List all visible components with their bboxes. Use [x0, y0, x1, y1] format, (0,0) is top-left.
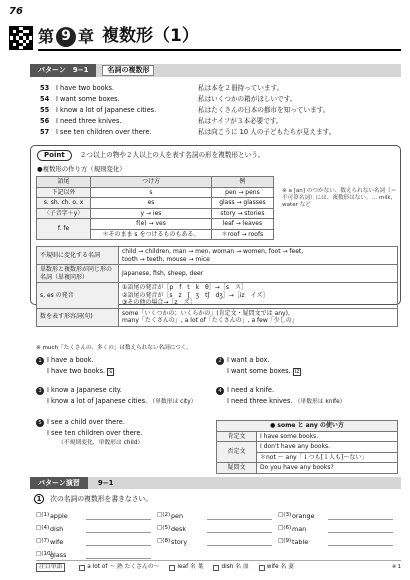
uncountable-side-note: ※ a [an] のつかない、数えられない名詞（＝不可算名詞）には、複数形はない。… milk, water など: [282, 188, 397, 208]
table-row: [37, 219, 274, 230]
rule-body: [119, 247, 398, 265]
vocab-checkbox[interactable]: [79, 565, 85, 571]
example-row: [40, 84, 400, 95]
item-word: orange: [292, 511, 315, 520]
item-word: wife: [50, 537, 64, 546]
answer-blank[interactable]: [86, 512, 151, 520]
answer-blank[interactable]: [86, 551, 151, 559]
exercise-id: 9−1: [97, 478, 114, 487]
vocab-checkbox[interactable]: [169, 565, 175, 571]
table-header: 例: [211, 177, 273, 188]
grammar-example-3: [36, 386, 196, 408]
table-cell: pen → pens: [211, 187, 273, 198]
exercise-tag: パターン演習: [30, 477, 88, 489]
table-cell: 下記以外: [37, 187, 91, 198]
sentence-type: 肯定文: [217, 431, 257, 442]
example-japanese: 私はナイフが３本必要です。: [198, 117, 283, 125]
table-cell: ＊roof → roofs: [211, 229, 273, 240]
item-number: □(10): [36, 551, 53, 557]
example-number: 55: [40, 106, 50, 114]
table-cell: s: [91, 187, 212, 198]
table-cell: f(e) → ves: [91, 219, 212, 230]
exercise-row: [36, 535, 400, 548]
sentence-example: Do you have any books?: [257, 463, 398, 474]
table-row: [37, 187, 274, 198]
example-english: I know a lot of Japanese cities.: [56, 106, 157, 114]
point-line: [37, 150, 394, 161]
some-any-title: ● some と any の使い方: [217, 421, 398, 432]
table-cell: story → stories: [211, 208, 273, 219]
vocab-badge: 注目単語: [36, 563, 65, 572]
chapter-badge: [38, 27, 94, 47]
table-cell: es: [91, 198, 212, 209]
singular-annotation: （単数形は city）: [149, 399, 197, 405]
singular-annotation: （単数形は knife）: [294, 399, 346, 405]
sentence-example: I have some books.: [257, 431, 398, 442]
sentence-type: 否定文: [217, 442, 257, 463]
grammar-number: 4: [216, 387, 224, 395]
exercise-item: [157, 535, 278, 548]
question-heading: [34, 494, 152, 504]
exercise-item: [36, 522, 157, 535]
example-japanese: 私は向こうに 10 人の子どもたちが見えます。: [198, 128, 336, 136]
chapter-number: 9: [56, 27, 76, 47]
chapter-suffix: 章: [78, 27, 95, 46]
rule-line: ①語尾の発音が［p f t k θ］→［s ス］: [122, 284, 247, 291]
vocab-item: wife 名 妻: [266, 564, 294, 570]
table-row: [37, 198, 274, 209]
grammar-plural: I have two books.: [47, 367, 106, 375]
plural-rules-heading: ●複数形の作り方（規則変化）: [37, 164, 126, 173]
item-number: □(2): [157, 512, 171, 518]
item-word: pen: [171, 511, 184, 520]
exercise-item: [278, 509, 399, 522]
example-row: [40, 128, 400, 139]
rule-line: ②語尾の発音が［s z ʃ ʒ tʃ dʒ］→［iz イズ］: [122, 291, 269, 299]
pattern-bar: [30, 64, 401, 77]
answer-blank[interactable]: [207, 538, 272, 546]
grammar-plural: I want some boxes.: [227, 367, 291, 375]
grammar-singular: I want a box.: [227, 356, 270, 364]
grammar-example-2: [216, 356, 301, 378]
exercise-row: [36, 522, 400, 535]
grammar-number: 1: [36, 357, 44, 365]
rule-line: tooth → teeth, mouse → mice: [122, 255, 210, 263]
example-row: [40, 117, 400, 128]
grammar-example-5: [36, 418, 143, 451]
example-row: [40, 106, 400, 117]
rule-body: [119, 283, 398, 309]
table-cell: s. sh. ch. o. x: [37, 198, 91, 209]
question-number: 1: [34, 494, 44, 504]
grammar-number: 2: [216, 357, 224, 365]
answer-blank[interactable]: [207, 512, 272, 520]
table-cell: y → ies: [91, 208, 212, 219]
example-english: I need three knives.: [56, 117, 122, 125]
table-row: [37, 265, 398, 283]
vocab-item: dish 名 皿: [221, 564, 249, 570]
item-word: glass: [50, 550, 67, 559]
table-row: [217, 463, 398, 474]
rule-heading: 数を表す形容詞(句): [37, 308, 119, 326]
exercise-item: [157, 509, 278, 522]
exercise-item: [157, 522, 278, 535]
example-number: 57: [40, 128, 50, 136]
plural-formation-table: [36, 176, 274, 240]
item-number: □(3): [278, 512, 292, 518]
vocabulary-footer: [36, 560, 401, 572]
table-header-row: [37, 177, 274, 188]
exercise-item: [278, 522, 399, 535]
table-row: [37, 208, 274, 219]
some-any-table: [216, 420, 398, 474]
pronunciation-annotation: s: [109, 369, 113, 375]
exercise-item: [36, 535, 157, 548]
vocab-item: a lot of 〜 熟 たくさんの〜: [87, 564, 160, 570]
vocab-item: leaf 名 葉: [177, 564, 204, 570]
rule-line: many「たくさんの」, a lot of「たくさんの」, a few「少しの」: [122, 317, 298, 324]
chapter-title: 複数形（1）: [102, 26, 199, 47]
chapter-header: [38, 25, 401, 51]
much-note: ※ much「たくさんの，多くの」は数えられない名詞につく。: [36, 345, 192, 351]
table-row: [217, 442, 398, 453]
item-number: □(8): [157, 538, 171, 544]
example-japanese: 私はいくつかの箱がほしいです。: [198, 95, 297, 103]
page-number: 76: [9, 6, 23, 17]
example-english: I want some boxes.: [56, 95, 120, 103]
example-english: I see ten children over there.: [56, 128, 152, 136]
grammar-plural: I need three knives.: [227, 397, 293, 405]
plural-rules-table: [36, 246, 398, 327]
table-header: 語尾: [37, 177, 91, 188]
grammar-plural: I know a lot of Japanese cities.: [47, 397, 148, 405]
table-cell: f. fe: [37, 219, 91, 240]
grammar-plural: I see ten children over there.: [47, 429, 143, 437]
rule-body: [119, 265, 398, 283]
item-number: □(9): [278, 538, 292, 544]
item-number: □(4): [36, 525, 50, 531]
table-cell: 〈子音字＋y〉: [37, 208, 91, 219]
qr-code-icon: [9, 26, 33, 50]
grammar-number: 5: [36, 419, 44, 427]
grammar-number: 3: [36, 387, 44, 395]
sentence-type: 疑問文: [217, 463, 257, 474]
rule-heading: s, es の発音: [37, 283, 119, 309]
answer-blank[interactable]: [86, 525, 151, 533]
table-row: [37, 247, 398, 265]
example-japanese: 私は本を２冊持っています。: [198, 84, 284, 92]
rule-line: some「いくつかの；いくらかの」(肯定文・疑問文では any),: [122, 309, 290, 317]
point-text: ２つ以上の物や２人以上の人を表す名詞の形を複数形という。: [79, 151, 265, 159]
grammar-singular: I see a child over there.: [47, 418, 125, 426]
exercise-row: [36, 509, 400, 522]
table-cell: ＊そのまま s をつけるものもある。: [91, 229, 212, 240]
table-cell: glass → glasses: [211, 198, 273, 209]
chapter-prefix: 第: [38, 27, 55, 46]
sentence-example: I don't have any books.: [257, 442, 398, 453]
table-row: [217, 421, 398, 432]
example-japanese: 私はたくさんの日本の都市を知っています。: [198, 106, 330, 114]
answer-blank[interactable]: [328, 512, 393, 520]
grammar-singular: I have a book.: [47, 356, 94, 364]
example-english: I have two books.: [56, 84, 115, 92]
grammar-singular: I need a knife.: [227, 386, 275, 394]
point-label: Point: [37, 150, 72, 161]
grammar-example-4: [216, 386, 345, 408]
grammar-example-1: [36, 356, 114, 378]
exercise-grid: [36, 509, 400, 561]
answer-blank[interactable]: [207, 525, 272, 533]
item-word: dish: [50, 524, 64, 533]
item-word: man: [292, 524, 307, 533]
item-word: story: [171, 537, 188, 546]
answer-blank[interactable]: [328, 525, 393, 533]
item-word: table: [292, 537, 309, 546]
table-row: [37, 283, 398, 309]
item-number: □(5): [157, 525, 171, 531]
vocab-checkbox[interactable]: [259, 565, 265, 571]
rule-line: Japanese, fish, sheep, deer: [122, 269, 204, 277]
example-number: 53: [40, 84, 50, 92]
table-header: つけ方: [91, 177, 212, 188]
sentence-note: ＊not 〜 any「１つも[１人も]〜ない」: [257, 452, 398, 463]
rule-body: [119, 308, 398, 326]
pattern-name: 名詞の複数形: [102, 65, 154, 76]
exercise-bar: [30, 477, 401, 489]
example-sentences: [40, 84, 400, 139]
table-row: [37, 308, 398, 326]
item-word: apple: [50, 511, 68, 520]
answer-blank[interactable]: [328, 538, 393, 546]
example-number: 56: [40, 117, 50, 125]
answer-blank[interactable]: [86, 538, 151, 546]
example-row: [40, 95, 400, 106]
pronunciation-annotation: iz: [294, 369, 300, 375]
rule-heading: 単数形と複数形が同じ形の名詞（単複同形）: [37, 265, 119, 283]
vocab-checkbox[interactable]: [213, 565, 219, 571]
example-number: 54: [40, 95, 50, 103]
rule-heading: 不規則に変化する名詞: [37, 247, 119, 265]
item-number: □(1): [36, 512, 50, 518]
rule-line: child → children, man → men, woman → women, foot → feet,: [122, 248, 304, 255]
item-word: desk: [171, 524, 187, 533]
irregular-annotation: （不規則変化．単数形は child）: [58, 440, 144, 446]
table-row: [217, 431, 398, 442]
exercise-item: [36, 509, 157, 522]
pattern-tag: パターン 9−1: [30, 64, 96, 77]
item-number: □(6): [278, 525, 292, 531]
question-text: 次の名詞の複数形を書きなさい。: [50, 495, 153, 503]
table-cell: leaf → leaves: [211, 219, 273, 230]
exercise-item: [278, 535, 399, 548]
rule-line: ③その他の場合→［z ズ］: [122, 299, 196, 306]
footer-corner-mark: ※ 1: [392, 564, 401, 571]
grammar-singular: I know a Japanese city.: [47, 386, 122, 394]
item-number: □(7): [36, 538, 50, 544]
